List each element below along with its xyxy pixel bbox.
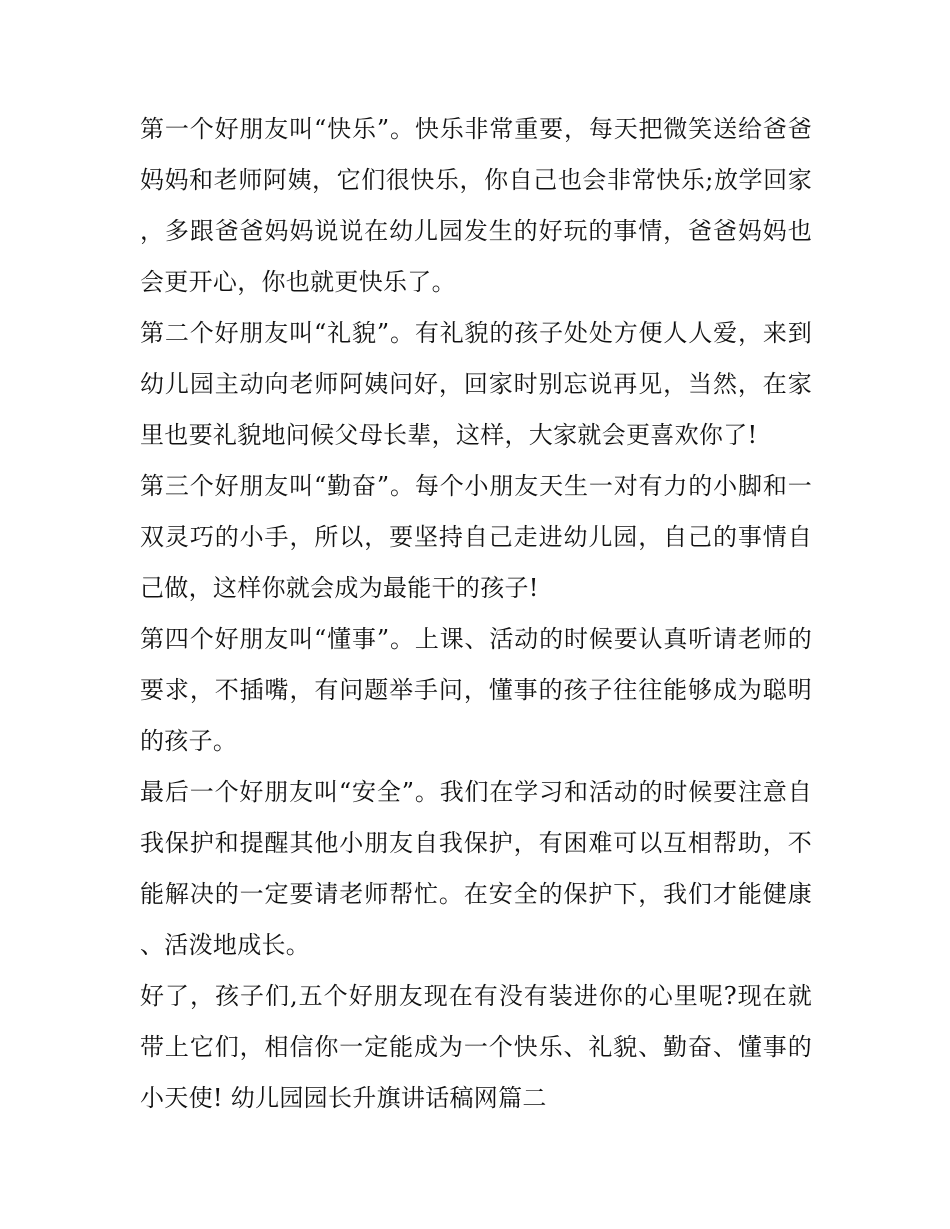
paragraph-politeness: 第二个好朋友叫“礼貌”。有礼貌的孩子处处方便人人爱，来到幼儿园主动向老师阿姨问好，回家时别忘说再见，当然，在家里也要礼貌地问候父母长辈，这样，大家就会更喜欢你了! — [140, 319, 812, 449]
paragraph-safety: 最后一个好朋友叫“安全”。我们在学习和活动的时候要注意自我保护和提醒其他小朋友自我保护，有困难可以互相帮助，不能解决的一定要请老师帮忙。在安全的保护下，我们才能健康、活泼地成长。 — [140, 778, 812, 959]
paragraph-sensible: 第四个好朋友叫“懂事”。上课、活动的时候要认真听请老师的要求，不插嘴，有问题举手问，懂事的孩子往往能够成为聪明的孩子。 — [140, 625, 812, 755]
document-body — [140, 104, 812, 1124]
paragraph-happiness: 第一个好朋友叫“快乐”。快乐非常重要，每天把微笑送给爸爸妈妈和老师阿姨，它们很快乐，你自己也会非常快乐;放学回家，多跟爸爸妈妈说说在幼儿园发生的好玩的事情，爸爸妈妈也会更开心，你也就更快乐了。 — [140, 115, 812, 296]
paragraph-closing: 好了，孩子们,五个好朋友现在有没有装进你的心里呢?现在就带上它们，相信你一定能成为一个快乐、礼貌、勤奋、懂事的小天使! 幼儿园园长升旗讲话稿网篇二 — [140, 982, 812, 1112]
paragraph-diligence: 第三个好朋友叫“勤奋”。每个小朋友天生一对有力的小脚和一双灵巧的小手，所以，要坚持自己走进幼儿园，自己的事情自己做，这样你就会成为最能干的孩子! — [140, 472, 812, 602]
